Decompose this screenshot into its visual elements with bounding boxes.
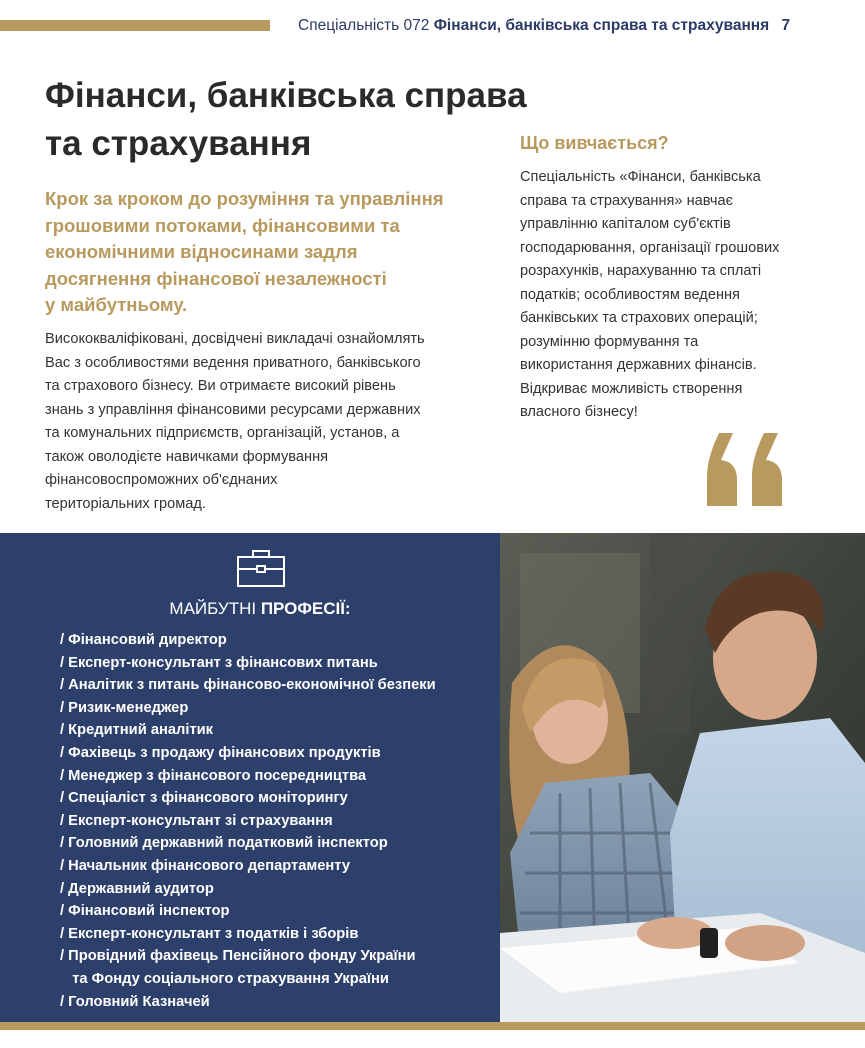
briefcase-icon <box>236 548 286 588</box>
profession-item: / Аналітик з питань фінансово-економічної безпеки <box>60 677 436 694</box>
profession-item: та Фонду соціального страхування України <box>60 970 389 987</box>
profession-item: / Ризик-менеджер <box>60 699 189 716</box>
quote-mark-icon <box>705 428 790 508</box>
profession-item: / Головний Казначей <box>60 993 210 1010</box>
right-line: власного бізнесу! <box>520 404 638 420</box>
right-line: господарювання, організації грошових <box>520 239 780 256</box>
body-line: та комунальних підприємств, організацій, установ, а <box>45 425 400 441</box>
body-line: також оволодієте навичками формування <box>45 448 329 465</box>
specialty-name: Фінанси, банківська справа та страхування <box>433 17 770 34</box>
body-paragraph <box>45 328 495 516</box>
body-line: знань з управління фінансовими ресурсами державних <box>45 401 421 418</box>
profession-item: / Спеціаліст з фінансового моніторингу <box>60 790 348 807</box>
profession-item: / Фахівець з продажу фінансових продуктів <box>60 744 381 761</box>
right-line: Спеціальність «Фінанси, банківська <box>520 169 761 185</box>
title-line: та страхування <box>45 124 312 163</box>
body-line: територіальних громад. <box>45 495 206 512</box>
title-line: Фінанси, банківська справа <box>45 76 527 115</box>
header-gold-rule <box>0 20 270 31</box>
lead-line: Крок за кроком до розуміння та управління <box>45 188 444 209</box>
profession-item: / Фінансовий інспектор <box>60 903 230 920</box>
professions-heading <box>0 599 520 619</box>
profession-item: / Державний аудитор <box>60 880 214 897</box>
right-line: використання державних фінансів. <box>520 357 757 373</box>
right-line: розумінню формування та <box>520 333 699 350</box>
body-line: Висококваліфіковані, досвідчені викладачі ознайомлять <box>45 331 425 347</box>
right-line: розрахунків, нарахуванню та сплаті <box>520 263 762 279</box>
what-is-studied-text <box>520 166 840 425</box>
profession-item: / Кредитний аналітик <box>60 722 214 739</box>
lead-line: грошовими потоками, фінансовими та <box>45 214 400 236</box>
profession-item: / Начальник фінансового департаменту <box>60 857 351 874</box>
lead-line: досягнення фінансової незалежності <box>45 267 387 289</box>
page-header <box>298 17 790 35</box>
lead-line: економічними відносинами задля <box>45 241 358 262</box>
specialty-label: Спеціальність 072 <box>298 17 430 34</box>
what-is-studied-heading: Що вивчається? <box>520 133 669 153</box>
professions-heading-regular: МАЙБУТНІ <box>169 599 261 618</box>
profession-item: / Провідний фахівець Пенсійного фонду України <box>60 948 416 965</box>
profession-item: / Головний державний податковий інспектор <box>60 835 388 852</box>
lead-line: у майбутньому. <box>45 294 188 315</box>
page-title <box>45 72 527 168</box>
lead-paragraph <box>45 186 500 319</box>
profession-item: / Експерт-консультант з податків і зборів <box>60 925 359 942</box>
page-number: 7 <box>781 17 791 34</box>
right-line: управлінню капіталом суб'єктів <box>520 216 731 232</box>
right-line: банківських та страхових операцій; <box>520 310 758 326</box>
right-line: справа та страхування» навчає <box>520 192 734 209</box>
right-line: Відкриває можливість створення <box>520 380 743 397</box>
body-line: фінансовоспроможних об'єднаних <box>45 472 278 488</box>
right-line: податків; особливостям ведення <box>520 286 740 303</box>
profession-item: / Експерт-консультант зі страхування <box>60 812 333 829</box>
profession-item: / Фінансовий директор <box>60 632 227 648</box>
footer-gold-rule <box>0 1022 865 1030</box>
professions-list <box>60 629 436 1013</box>
body-line: Вас з особливостями ведення приватного, банківського <box>45 354 421 371</box>
body-line: та страхового бізнесу. Ви отримаєте високий рівень <box>45 378 396 394</box>
profession-item: / Менеджер з фінансового посередництва <box>60 767 367 784</box>
profession-item: / Експерт-консультант з фінансових питань <box>60 654 378 671</box>
students-photo <box>500 533 865 1023</box>
professions-heading-bold: ПРОФЕСІЇ: <box>260 599 351 618</box>
